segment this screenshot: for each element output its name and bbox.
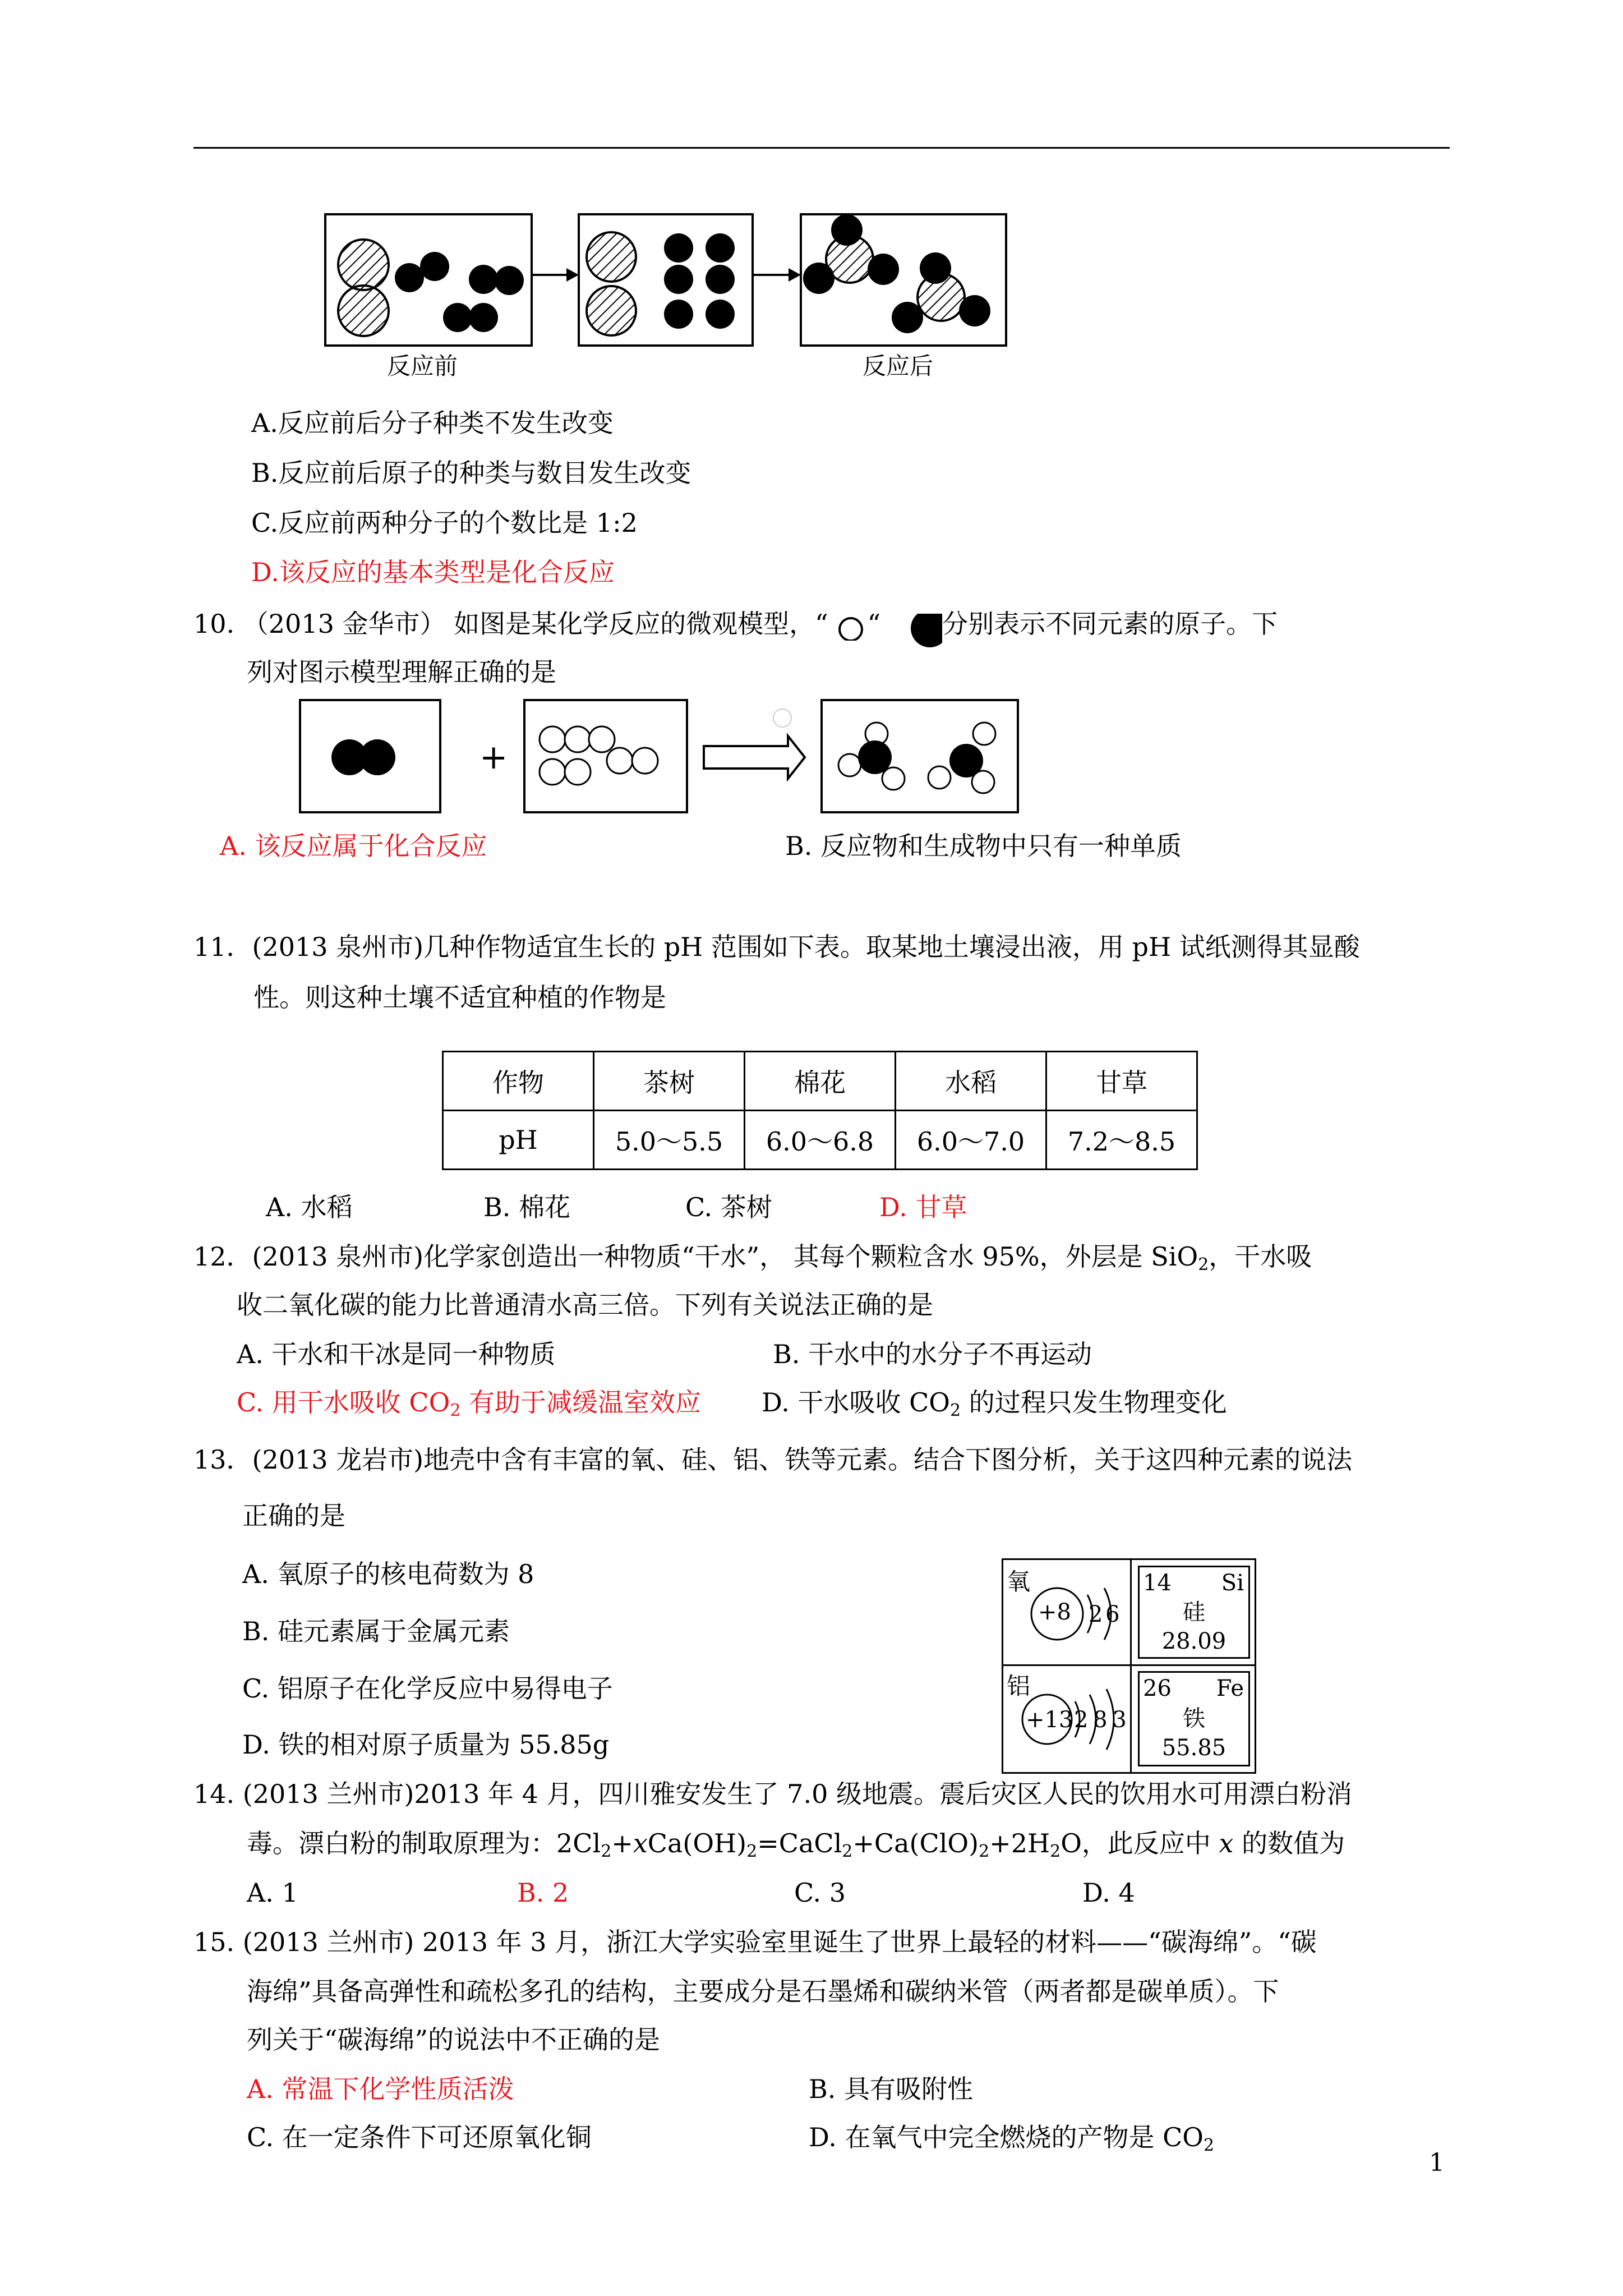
black-atom-icon bbox=[831, 214, 863, 246]
si-element-cell bbox=[1138, 1566, 1250, 1659]
q14-stem-line1: 14. (2013 兰州市)2013 年 4 月，四川雅安发生了 7.0 级地震。震后灾区人民的饮用水可用漂白粉消 bbox=[193, 1779, 1352, 1809]
hollow-arrow-icon bbox=[704, 736, 805, 779]
black-atom-icon bbox=[469, 303, 498, 332]
q14-text: +Ca(ClO) bbox=[852, 1828, 979, 1858]
q15-option-c: C. 在一定条件下可还原氧化铜 bbox=[247, 2122, 592, 2152]
q15-option-a: A. 常温下化学性质活泼 bbox=[247, 2074, 514, 2104]
black-atom-icon bbox=[706, 300, 735, 329]
q11-option-d: D. 甘草 bbox=[879, 1192, 967, 1222]
q14-text: Ca(OH) bbox=[647, 1828, 747, 1858]
fe-mass: 55.85 bbox=[1161, 1735, 1227, 1761]
q10-option-b: B. 反应物和生成物中只有一种单质 bbox=[785, 831, 1182, 861]
black-atom-icon bbox=[664, 233, 693, 263]
black-atom-icon bbox=[803, 263, 834, 294]
black-atom-icon bbox=[443, 303, 472, 332]
black-atom-icon bbox=[920, 252, 951, 284]
table-row bbox=[443, 1052, 1197, 1111]
q11-option-b: B. 棉花 bbox=[483, 1192, 571, 1222]
q12-option-d-text: 的过程只发生物理变化 bbox=[961, 1387, 1227, 1418]
q13-stem-line2: 正确的是 bbox=[242, 1501, 345, 1531]
q9-option-d: D.该反应的基本类型是化合反应 bbox=[251, 557, 615, 587]
q14-text: + bbox=[611, 1828, 633, 1858]
arrow-icon bbox=[789, 268, 801, 282]
table-header-cell: 棉花 bbox=[745, 1052, 896, 1111]
q15-stem-line1: 15. (2013 兰州市) 2013 年 3 月，浙江大学实验室里诞生了世界上最轻的材料——“碳海绵”。“碳 bbox=[193, 1927, 1317, 1957]
black-atom-icon bbox=[420, 252, 449, 281]
q9-label-after: 反应后 bbox=[863, 352, 934, 380]
q14-text: +2H bbox=[989, 1828, 1050, 1858]
table-header-cell: 水稻 bbox=[896, 1052, 1046, 1111]
hatched-atom-icon bbox=[338, 286, 389, 336]
q10-stem-part-b: “ bbox=[867, 609, 881, 639]
black-atom-icon bbox=[959, 295, 990, 326]
q12-stem-line1 bbox=[193, 1240, 1312, 1273]
black-atom-icon bbox=[706, 265, 735, 294]
q10-option-a: A. 该反应属于化合反应 bbox=[220, 831, 487, 861]
si-number: 14 bbox=[1143, 1570, 1172, 1596]
q13-element-figure bbox=[1002, 1558, 1256, 1774]
q11-option-c: C. 茶树 bbox=[685, 1192, 772, 1222]
q15-option-d-text: D. 在氧气中完全燃烧的产物是 CO bbox=[809, 2122, 1204, 2152]
q10-reaction-figure bbox=[294, 694, 1080, 818]
q9-option-b: B.反应前后原子的种类与数目发生改变 bbox=[251, 458, 691, 488]
q14-text: O，此反应中 bbox=[1061, 1828, 1219, 1858]
plus-sign: + bbox=[479, 738, 508, 777]
arrow-icon bbox=[566, 268, 579, 282]
q10-stem-line2: 列对图示模型理解正确的是 bbox=[247, 657, 556, 687]
aluminum-name: 铝 bbox=[1007, 1672, 1031, 1700]
q12-option-c-text: C. 用干水吸收 CO bbox=[237, 1387, 450, 1418]
q9-option-c: C.反应前两种分子的个数比是 1:2 bbox=[251, 508, 638, 538]
q13-stem-line1: 13．(2013 龙岩市)地壳中含有丰富的氧、硅、铝、铁等元素。结合下图分析，关于这四种元素的说法 bbox=[193, 1444, 1353, 1475]
fe-name: 铁 bbox=[1183, 1706, 1205, 1732]
table-header-cell: 茶树 bbox=[594, 1052, 745, 1111]
fe-symbol: Fe bbox=[1216, 1676, 1244, 1701]
q9-label-before: 反应前 bbox=[387, 352, 458, 380]
black-atom-icon bbox=[664, 300, 693, 329]
q12-option-d bbox=[762, 1386, 1227, 1419]
subscript: 2 bbox=[1198, 1255, 1209, 1274]
q12-option-c bbox=[237, 1386, 701, 1419]
q12-option-d-text: D. 干水吸收 CO bbox=[762, 1387, 951, 1418]
table-header-cell: 甘草 bbox=[1046, 1052, 1197, 1111]
black-atom-icon bbox=[892, 302, 923, 333]
variable-x: x bbox=[633, 1828, 648, 1858]
subscript: 2 bbox=[746, 1842, 758, 1861]
q15-stem-line3: 列关于“碳海绵”的说法中不正确的是 bbox=[247, 2024, 661, 2055]
page-number: 1 bbox=[1429, 2148, 1445, 2177]
fe-number: 26 bbox=[1143, 1676, 1172, 1701]
q15-option-b: B. 具有吸附性 bbox=[809, 2074, 974, 2104]
q13-option-b: B. 硅元素属于金属元素 bbox=[242, 1616, 510, 1646]
table-cell: 5.0～5.5 bbox=[594, 1111, 745, 1170]
black-atom-icon bbox=[868, 254, 899, 285]
q12-stem-text: ，干水吸 bbox=[1209, 1241, 1312, 1272]
q9-option-a: A.反应前后分子种类不发生改变 bbox=[251, 408, 614, 438]
q11-stem-line2: 性。则这种土壤不适宜种植的作物是 bbox=[253, 982, 666, 1013]
si-name: 硅 bbox=[1183, 1599, 1205, 1625]
table-row bbox=[443, 1111, 1197, 1170]
oxygen-nucleus: +8 bbox=[1038, 1599, 1071, 1625]
black-atom-icon bbox=[495, 266, 524, 295]
si-mass: 28.09 bbox=[1161, 1628, 1227, 1654]
oxygen-name: 氧 bbox=[1007, 1568, 1031, 1595]
subscript: 2 bbox=[979, 1842, 990, 1861]
black-atom-icon bbox=[664, 265, 693, 294]
q14-option-c: C. 3 bbox=[794, 1878, 846, 1908]
q10-stem-line1 bbox=[193, 607, 1278, 641]
table-cell: pH bbox=[443, 1111, 594, 1170]
subscript: 2 bbox=[1204, 2136, 1215, 2155]
q11-option-a: A. 水稻 bbox=[266, 1192, 353, 1222]
q14-text: =CaCl bbox=[757, 1828, 842, 1858]
fe-element-cell bbox=[1138, 1671, 1250, 1766]
q12-option-b: B. 干水中的水分子不再运动 bbox=[773, 1339, 1092, 1369]
q14-option-d: D. 4 bbox=[1082, 1878, 1135, 1908]
q14-text: 的数值为 bbox=[1233, 1828, 1345, 1858]
table-cell: 6.0～7.0 bbox=[896, 1111, 1046, 1170]
q15-stem-line2: 海绵”具备高弹性和疏松多孔的结构，主要成分是石墨烯和碳纳米管（两者都是碳单质）。下 bbox=[247, 1976, 1279, 2007]
black-atom-icon bbox=[706, 233, 735, 263]
subscript: 2 bbox=[842, 1842, 853, 1861]
variable-x: x bbox=[1219, 1828, 1234, 1858]
q15-option-d bbox=[809, 2120, 1214, 2154]
q14-text: 毒。漂白粉的制取原理为：2Cl bbox=[247, 1828, 601, 1858]
oxygen-shells: 2 6 bbox=[1089, 1602, 1118, 1627]
q14-option-a: A. 1 bbox=[247, 1878, 298, 1908]
aluminum-nucleus: +13 bbox=[1026, 1707, 1073, 1733]
subscript: 2 bbox=[450, 1401, 461, 1420]
black-atom-icon bbox=[395, 263, 424, 292]
q10-stem-part-c: 分别表示不同元素的原子。下 bbox=[942, 609, 1278, 639]
subscript: 2 bbox=[601, 1842, 612, 1861]
q13-option-c: C. 铝原子在化学反应中易得电子 bbox=[242, 1673, 613, 1704]
table-cell: 7.2～8.5 bbox=[1046, 1111, 1197, 1170]
q12-stem-text: 12．(2013 泉州市)化学家创造出一种物质“干水”， 其每个颗粒含水 95%，外层是 SiO bbox=[193, 1241, 1198, 1272]
subscript: 2 bbox=[1050, 1842, 1061, 1861]
q14-option-b: B. 2 bbox=[517, 1878, 569, 1908]
q13-option-d: D. 铁的相对原子质量为 55.85g bbox=[242, 1729, 610, 1760]
q11-stem-line1: 11．(2013 泉州市)几种作物适宜生长的 pH 范围如下表。取某地土壤浸出液，用 pH 试纸测得其显酸 bbox=[193, 932, 1360, 962]
aluminum-shells: 2 8 3 bbox=[1074, 1707, 1126, 1733]
hatched-atom-icon bbox=[587, 286, 636, 335]
hatched-atom-icon bbox=[587, 232, 636, 282]
white-atom-icon bbox=[828, 615, 868, 637]
header-rule bbox=[193, 147, 1450, 149]
q12-option-c-text: 有助于减缓温室效应 bbox=[460, 1387, 702, 1418]
q11-ph-table bbox=[442, 1051, 1198, 1170]
black-atom-icon bbox=[469, 265, 498, 294]
q10-stem-part-a: 10. （2013 金华市） 如图是某化学反应的微观模型，“ bbox=[193, 609, 828, 639]
hatched-atom-icon bbox=[338, 240, 389, 290]
black-atom-icon bbox=[880, 614, 942, 638]
q12-option-a: A. 干水和干冰是同一种物质 bbox=[237, 1339, 556, 1369]
black-atom-icon bbox=[359, 739, 395, 775]
q14-stem-line2 bbox=[247, 1826, 1345, 1860]
table-header-cell: 作物 bbox=[443, 1052, 594, 1111]
si-symbol: Si bbox=[1221, 1570, 1244, 1596]
subscript: 2 bbox=[950, 1401, 961, 1420]
q13-option-a: A. 氧原子的核电荷数为 8 bbox=[242, 1559, 534, 1589]
q10-box-reactant-2 bbox=[524, 700, 687, 812]
table-cell: 6.0～6.8 bbox=[745, 1111, 896, 1170]
q12-stem-line2: 收二氧化碳的能力比普通清水高三倍。下列有关说法正确的是 bbox=[237, 1290, 933, 1320]
